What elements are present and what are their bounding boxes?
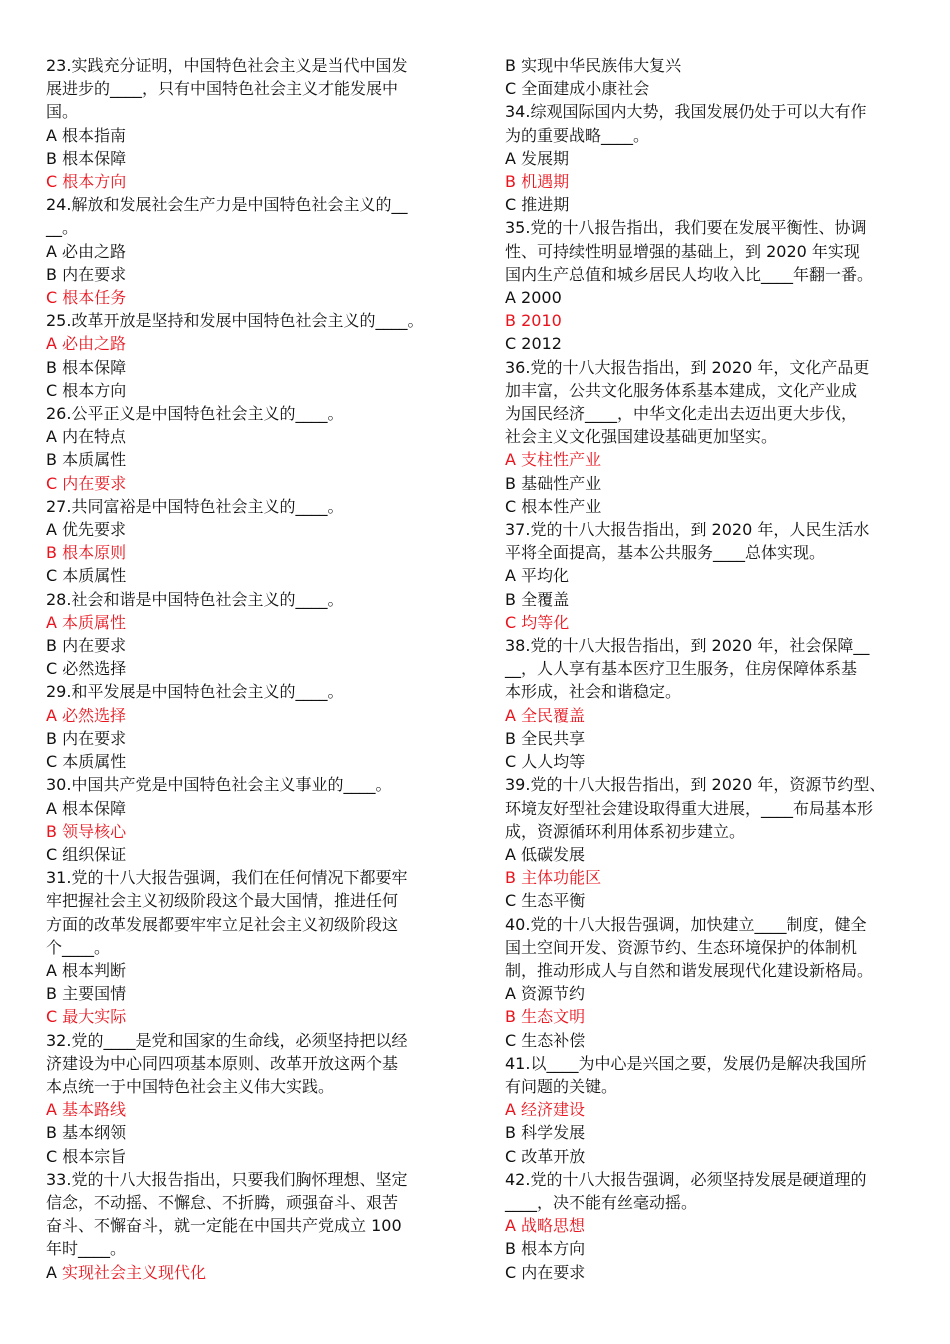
answer-option-a xyxy=(505,982,915,1005)
option-letter: A xyxy=(505,450,516,470)
option-letter: A xyxy=(505,148,516,168)
question-block xyxy=(505,634,915,773)
question-text-line: 信念，不动摇、不懈怠、不折腾，顽强奋斗、艰苦 xyxy=(46,1192,399,1212)
question-block xyxy=(46,680,458,773)
answer-option-b xyxy=(505,1121,915,1144)
option-text: 领导核心 xyxy=(62,821,127,841)
question-block xyxy=(46,1029,458,1168)
answer-option-a xyxy=(505,704,915,727)
question-block xyxy=(46,402,458,495)
answer-option-a xyxy=(46,332,458,355)
question-text-line: 为的重要战略____。 xyxy=(505,125,650,145)
question-text-line: 牢把握社会主义初级阶段这个最大国情，推进任何 xyxy=(46,891,399,911)
option-letter: B xyxy=(46,1123,57,1143)
question-text-line: 国内生产总值和城乡居民人均收入比____年翻一番。 xyxy=(505,264,874,284)
option-letter: B xyxy=(505,473,516,493)
answer-option-c xyxy=(46,750,458,773)
answer-option-a xyxy=(46,124,458,147)
left-column xyxy=(46,54,458,1284)
question-text-line: __。 xyxy=(46,218,79,238)
option-text: 最大实际 xyxy=(62,1007,127,1027)
option-letter: A xyxy=(505,1100,516,1120)
answer-option-a xyxy=(505,286,915,309)
question-text-line: __，人人享有基本医疗卫生服务，住房保障体系基 xyxy=(505,659,858,679)
answer-option-a xyxy=(505,1214,915,1237)
option-text: 全覆盖 xyxy=(521,589,570,609)
question-text-line: 35.党的十八报告指出，我们要在发展平衡性、协调 xyxy=(505,218,867,238)
option-text: 推进期 xyxy=(521,195,570,215)
answer-option-b xyxy=(46,448,458,471)
option-letter: B xyxy=(46,148,57,168)
question-block xyxy=(505,100,915,216)
option-letter: A xyxy=(505,984,516,1004)
question-block xyxy=(46,309,458,402)
option-letter: B xyxy=(505,1007,516,1027)
question-text-line: 平将全面提高，基本公共服务____总体实现。 xyxy=(505,543,826,563)
question-text-line: 社会主义文化强国建设基础更加坚实。 xyxy=(505,427,778,447)
option-text: 实现中华民族伟大复兴 xyxy=(521,56,682,75)
option-text: 根本任务 xyxy=(62,288,127,308)
question-text-line: 有问题的关键。 xyxy=(505,1076,618,1096)
option-letter: C xyxy=(46,172,58,192)
option-text: 根本指南 xyxy=(62,125,127,145)
question-text-line: 23.实践充分证明，中国特色社会主义是当代中国发 xyxy=(46,56,408,75)
question-text-line: 年时____。 xyxy=(46,1239,127,1259)
question-text-line: 26.公平正义是中国特色社会主义的____。 xyxy=(46,404,344,424)
option-letter: C xyxy=(505,612,517,632)
question-block xyxy=(505,518,915,634)
answer-option-b xyxy=(505,866,915,889)
option-letter: B xyxy=(46,543,57,563)
answer-option-b xyxy=(505,588,915,611)
answer-option-a xyxy=(505,448,915,471)
option-text: 人人均等 xyxy=(521,752,586,772)
option-text: 全民覆盖 xyxy=(521,705,586,725)
question-text-line: 加丰富，公共文化服务体系基本建成，文化产业成 xyxy=(505,380,858,400)
option-letter: A xyxy=(46,960,57,980)
answer-option-a xyxy=(46,425,458,448)
question-text-line: 34.综观国际国内大势，我国发展仍处于可以大有作 xyxy=(505,102,867,122)
option-letter: B xyxy=(505,172,516,192)
option-text: 全民共享 xyxy=(521,728,586,748)
option-letter: A xyxy=(46,334,57,354)
option-text: 经济建设 xyxy=(521,1100,586,1120)
option-letter: A xyxy=(46,427,57,447)
option-letter: B xyxy=(505,1123,516,1143)
answer-option-a xyxy=(46,1261,458,1284)
option-letter: A xyxy=(46,798,57,818)
option-text: 根本方向 xyxy=(521,1239,586,1259)
answer-option-c xyxy=(46,843,458,866)
option-text: 组织保证 xyxy=(62,844,127,864)
option-letter: B xyxy=(46,636,57,656)
option-text: 全面建成小康社会 xyxy=(521,79,650,99)
answer-option-c xyxy=(505,332,915,355)
answer-option-a xyxy=(46,959,458,982)
question-text-line: 31.党的十八大报告强调，我们在任何情况下都要牢 xyxy=(46,868,408,888)
answer-option-c xyxy=(505,889,915,912)
answer-option-a xyxy=(46,704,458,727)
option-letter: A xyxy=(505,288,516,308)
option-letter: C xyxy=(505,1030,517,1050)
answer-option-c xyxy=(46,1005,458,1028)
question-text-line: 30.中国共产党是中国特色社会主义事业的____。 xyxy=(46,775,392,795)
question-text-line: 28.社会和谐是中国特色社会主义的____。 xyxy=(46,589,344,609)
question-text-line: ____，决不能有丝毫动摇。 xyxy=(505,1192,698,1212)
question-block xyxy=(505,773,915,912)
question-text-line: 济建设为中心同四项基本原则、改革开放这两个基 xyxy=(46,1053,399,1073)
option-text: 生态平衡 xyxy=(521,891,586,911)
option-letter: C xyxy=(46,1007,58,1027)
option-letter: C xyxy=(505,195,517,215)
answer-option-b xyxy=(46,263,458,286)
option-text: 战略思想 xyxy=(521,1216,586,1236)
answer-option-a xyxy=(46,1098,458,1121)
question-text-line: 成，资源循环利用体系初步建立。 xyxy=(505,821,746,841)
answer-option-b xyxy=(46,356,458,379)
option-text: 内在要求 xyxy=(521,1262,586,1282)
option-letter: B xyxy=(46,450,57,470)
question-text-line: 41.以____为中心是兴国之要，发展仍是解决我国所 xyxy=(505,1053,867,1073)
option-text: 改革开放 xyxy=(521,1146,586,1166)
answer-option-c xyxy=(46,170,458,193)
option-text: 根本判断 xyxy=(62,960,127,980)
answer-option-b xyxy=(46,147,458,170)
option-letter: B xyxy=(46,357,57,377)
option-text: 生态文明 xyxy=(521,1007,586,1027)
option-text: 本质属性 xyxy=(62,566,127,586)
answer-option-a xyxy=(46,611,458,634)
option-text: 平均化 xyxy=(521,566,570,586)
answer-option-c xyxy=(46,286,458,309)
option-text: 均等化 xyxy=(521,612,570,632)
option-letter: B xyxy=(46,264,57,284)
option-letter: C xyxy=(46,844,58,864)
answer-option-b xyxy=(505,727,915,750)
answer-option-b xyxy=(46,1121,458,1144)
option-letter: B xyxy=(505,868,516,888)
question-text-line: 奋斗、不懈奋斗，就一定能在中国共产党成立 100 xyxy=(46,1216,402,1236)
option-letter: A xyxy=(46,241,57,261)
question-text-line: 制，推动形成人与自然和谐发展现代化建设新格局。 xyxy=(505,960,874,980)
answer-option-b xyxy=(46,820,458,843)
answer-option-a xyxy=(505,1098,915,1121)
option-text: 机遇期 xyxy=(521,172,570,192)
answer-option-c xyxy=(505,750,915,773)
question-text-line: 个____。 xyxy=(46,937,111,957)
option-text: 必由之路 xyxy=(62,241,127,261)
question-text-line: 32.党的____是党和国家的生命线，必须坚持把以经 xyxy=(46,1030,408,1050)
question-text-line: 为国民经济____，中华文化走出去迈出更大步伐， xyxy=(505,404,858,424)
option-text: 根本宗旨 xyxy=(62,1146,127,1166)
option-letter: A xyxy=(505,1216,516,1236)
option-letter: C xyxy=(46,380,58,400)
option-letter: A xyxy=(46,1100,57,1120)
question-block xyxy=(46,1168,458,1284)
answer-option-a xyxy=(505,843,915,866)
question-text-line: 38.党的十八大报告指出，到 2020 年，社会保障__ xyxy=(505,636,870,656)
answer-option-a xyxy=(46,240,458,263)
question-text-line: 国。 xyxy=(46,102,79,122)
option-text: 低碳发展 xyxy=(521,844,586,864)
question-block xyxy=(46,588,458,681)
option-letter: A xyxy=(46,125,57,145)
question-text-line: 37.党的十八大报告指出，到 2020 年，人民生活水 xyxy=(505,520,870,540)
option-letter: B xyxy=(46,984,57,1004)
option-text: 生态补偿 xyxy=(521,1030,586,1050)
option-text: 内在要求 xyxy=(62,264,127,284)
answer-option-b xyxy=(505,54,915,77)
answer-option-c xyxy=(46,379,458,402)
answer-option-c xyxy=(46,1145,458,1168)
option-letter: C xyxy=(46,473,58,493)
question-block xyxy=(505,1168,915,1284)
answer-option-c xyxy=(505,495,915,518)
question-block xyxy=(505,216,915,355)
answer-option-c xyxy=(505,193,915,216)
answer-option-c xyxy=(46,472,458,495)
option-text: 实现社会主义现代化 xyxy=(62,1262,207,1282)
answer-option-b xyxy=(46,982,458,1005)
question-text-line: 本形成，社会和谐稳定。 xyxy=(505,682,682,702)
option-text: 基础性产业 xyxy=(521,473,602,493)
option-text: 主体功能区 xyxy=(521,868,602,888)
option-text: 根本保障 xyxy=(62,798,127,818)
option-text: 必然选择 xyxy=(62,705,127,725)
question-text-line: 42.党的十八大报告强调，必须坚持发展是硬道理的 xyxy=(505,1169,867,1189)
option-letter: C xyxy=(46,1146,58,1166)
question-text-line: 40.党的十八大报告强调，加快建立____制度，健全 xyxy=(505,914,867,934)
option-letter: B xyxy=(505,589,516,609)
answer-option-a xyxy=(505,147,915,170)
question-block xyxy=(46,495,458,588)
option-text: 资源节约 xyxy=(521,984,586,1004)
question-text-line: 36.党的十八大报告指出，到 2020 年，文化产品更 xyxy=(505,357,870,377)
question-text-line: 环境友好型社会建设取得重大进展，____布局基本形 xyxy=(505,798,874,818)
answer-option-b xyxy=(46,727,458,750)
option-letter: A xyxy=(505,566,516,586)
option-text: 本质属性 xyxy=(62,450,127,470)
answer-option-c xyxy=(46,657,458,680)
answer-option-c xyxy=(505,1145,915,1168)
option-text: 本质属性 xyxy=(62,752,127,772)
option-letter: B xyxy=(505,56,516,75)
answer-option-b xyxy=(46,541,458,564)
option-letter: C xyxy=(505,752,517,772)
question-text-line: 27.共同富裕是中国特色社会主义的____。 xyxy=(46,496,344,516)
answer-option-c xyxy=(46,564,458,587)
answer-option-b xyxy=(505,1005,915,1028)
option-letter: C xyxy=(505,1146,517,1166)
answer-option-c xyxy=(505,1029,915,1052)
option-letter: C xyxy=(505,1262,517,1282)
question-text-line: 33.党的十八大报告指出，只要我们胸怀理想、坚定 xyxy=(46,1169,408,1189)
question-block xyxy=(46,773,458,866)
question-block xyxy=(46,193,458,309)
option-text: 根本原则 xyxy=(62,543,127,563)
question-text-line: 展进步的____，只有中国特色社会主义才能发展中 xyxy=(46,79,399,99)
answer-option-b xyxy=(505,472,915,495)
question-block xyxy=(505,913,915,1052)
option-letter: B xyxy=(505,1239,516,1259)
answer-option-c xyxy=(505,1261,915,1284)
option-letter: C xyxy=(46,659,58,679)
option-letter: B xyxy=(46,728,57,748)
option-letter: A xyxy=(505,705,516,725)
question-text-line: 25.改革开放是坚持和发展中国特色社会主义的____。 xyxy=(46,311,424,331)
question-text-line: 29.和平发展是中国特色社会主义的____。 xyxy=(46,682,344,702)
option-letter: C xyxy=(505,891,517,911)
option-letter: C xyxy=(46,566,58,586)
option-text: 必然选择 xyxy=(62,659,127,679)
option-letter: B xyxy=(46,821,57,841)
question-text-line: 性、可持续性明显增强的基础上，到 2020 年实现 xyxy=(505,241,860,261)
question-block xyxy=(505,356,915,518)
option-letter: A xyxy=(46,1262,57,1282)
option-text: 根本方向 xyxy=(62,172,127,192)
option-text: 根本保障 xyxy=(62,148,127,168)
question-text-line: 24.解放和发展社会生产力是中国特色社会主义的__ xyxy=(46,195,408,215)
question-block xyxy=(46,54,458,193)
question-text-line: 39.党的十八大报告指出，到 2020 年，资源节约型、 xyxy=(505,775,886,795)
option-letter: C xyxy=(505,496,517,516)
option-text: 本质属性 xyxy=(62,612,127,632)
option-text: 基本纲领 xyxy=(62,1123,127,1143)
question-text-line: 国土空间开发、资源节约、生态环境保护的体制机 xyxy=(505,937,858,957)
option-text: 2012 xyxy=(521,334,562,354)
option-text: 必由之路 xyxy=(62,334,127,354)
answer-option-c xyxy=(505,611,915,634)
option-letter: C xyxy=(46,752,58,772)
option-text: 发展期 xyxy=(521,148,570,168)
option-text: 内在要求 xyxy=(62,473,127,493)
option-text: 内在要求 xyxy=(62,728,127,748)
option-letter: A xyxy=(46,705,57,725)
option-text: 内在要求 xyxy=(62,636,127,656)
answer-option-a xyxy=(46,518,458,541)
question-text-line: 本点统一于中国特色社会主义伟大实践。 xyxy=(46,1076,335,1096)
question-block xyxy=(46,866,458,1028)
option-text: 基本路线 xyxy=(62,1100,127,1120)
option-letter: A xyxy=(505,844,516,864)
option-letter: C xyxy=(505,334,517,354)
option-letter: A xyxy=(46,612,57,632)
option-letter: B xyxy=(505,311,516,331)
option-text: 科学发展 xyxy=(521,1123,586,1143)
option-text: 内在特点 xyxy=(62,427,127,447)
option-text: 主要国情 xyxy=(62,984,127,1004)
answer-option-a xyxy=(46,797,458,820)
option-text: 根本方向 xyxy=(62,380,127,400)
option-text: 根本性产业 xyxy=(521,496,602,516)
answer-option-b xyxy=(46,634,458,657)
option-letter: B xyxy=(505,728,516,748)
option-text: 支柱性产业 xyxy=(521,450,602,470)
question-block xyxy=(505,1052,915,1168)
answer-option-b xyxy=(505,1237,915,1260)
option-letter: C xyxy=(505,79,517,99)
answer-option-b xyxy=(505,170,915,193)
option-text: 2010 xyxy=(521,311,562,331)
right-column xyxy=(505,54,915,1284)
answer-option-c xyxy=(505,77,915,100)
option-text: 优先要求 xyxy=(62,520,127,540)
answer-option-b xyxy=(505,309,915,332)
option-letter: A xyxy=(46,520,57,540)
question-block xyxy=(505,54,915,100)
question-text-line: 方面的改革发展都要牢牢立足社会主义初级阶段这 xyxy=(46,914,399,934)
option-text: 根本保障 xyxy=(62,357,127,377)
answer-option-a xyxy=(505,564,915,587)
option-letter: C xyxy=(46,288,58,308)
option-text: 2000 xyxy=(521,288,562,308)
